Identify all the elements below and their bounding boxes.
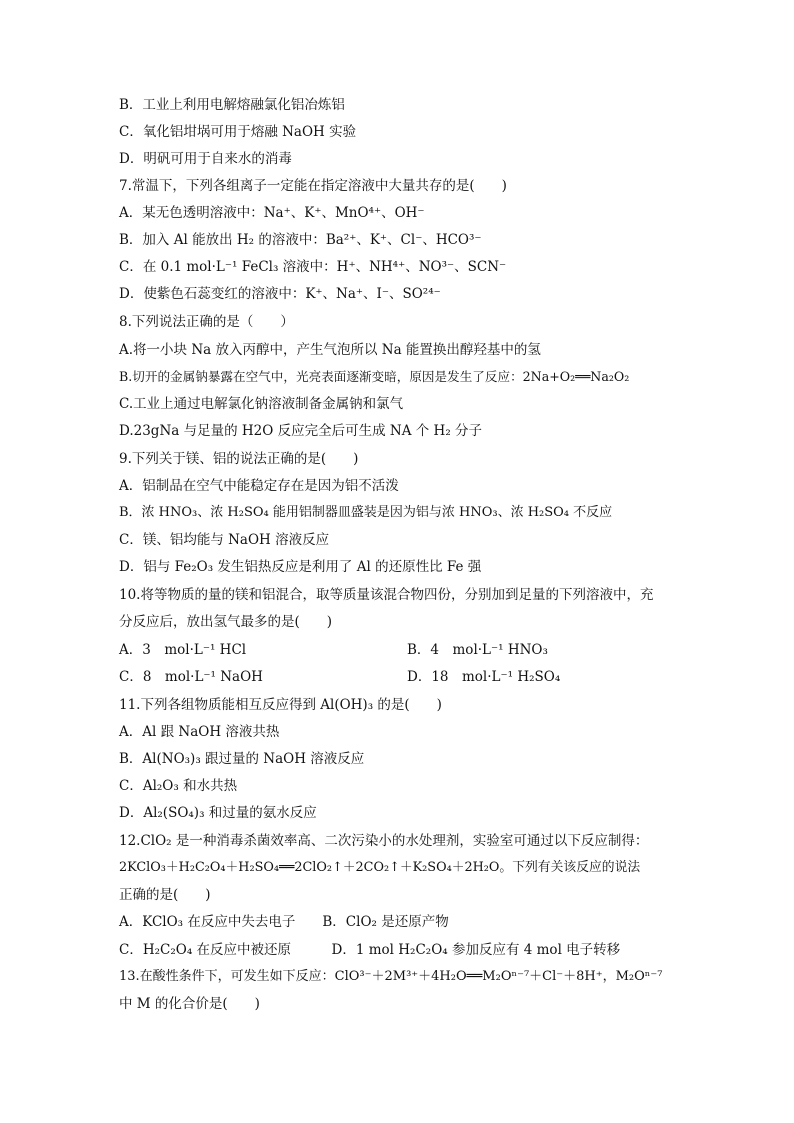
q9-stem: 9.下列关于镁、铝的说法正确的是( ) — [119, 451, 359, 467]
q10-stem-line2: 分反应后，放出氢气最多的是( ) — [119, 614, 333, 630]
q7-option-a: A．某无色透明溶液中：Na⁺、K⁺、MnO⁴⁺、OH⁻ — [119, 205, 425, 221]
q12-options-row2: C．H₂C₂O₄ 在反应中被还原 D．1 mol H₂C₂O₄ 参加反应有 4 mol 电子转移 — [119, 942, 621, 958]
q10-stem-line1: 10.将等物质的量的镁和铝混合，取等质量该混合物四份，分别加到足量的下列溶液中，充 — [119, 587, 654, 603]
q10-options-row1 — [119, 641, 694, 659]
q6-option-d: D．明矾可用于自来水的消毒 — [119, 151, 292, 167]
q12-stem-line2: 2KClO₃＋H₂C₂O₄＋H₂SO₄══2ClO₂↑＋2CO₂↑＋K₂SO₄＋2H₂O。下列有关该反应的说法 — [119, 860, 641, 875]
q9-option-b: B．浓 HNO₃、浓 H₂SO₄ 能用铝制器皿盛装是因为铝与浓 HNO₃、浓 H₂SO₄ 不反应 — [119, 505, 613, 520]
q10-option-b: B．4 mol·L⁻¹ HNO₃ — [407, 642, 548, 658]
q11-option-d: D．Al₂(SO₄)₃ 和过量的氨水反应 — [119, 805, 317, 821]
q8-option-b: B.切开的金属钠暴露在空气中，光亮表面逐渐变暗，原因是发生了反应：2Na+O₂══Na₂O₂ — [119, 369, 630, 384]
q8-stem: 8.下列说法正确的是（ ） — [119, 314, 294, 330]
q13-stem-line2: 中 M 的化合价是( ) — [119, 996, 260, 1012]
q10-options-row2 — [119, 668, 694, 686]
q13-stem-line1: 13.在酸性条件下，可发生如下反应：ClO³⁻＋2M³⁺＋4H₂O══M₂Oⁿ⁻⁷＋Cl⁻＋8H⁺，M₂Oⁿ⁻⁷ — [119, 969, 663, 984]
q11-option-c: C．Al₂O₃ 和水共热 — [119, 778, 238, 794]
q11-stem: 11.下列各组物质能相互反应得到 Al(OH)₃ 的是( ) — [119, 697, 442, 713]
q11-option-a: A．Al 跟 NaOH 溶液共热 — [119, 724, 280, 740]
q12-options-row1: A．KClO₃ 在反应中失去电子 B．ClO₂ 是还原产物 — [119, 914, 449, 930]
q11-option-b: B．Al(NO₃)₃ 跟过量的 NaOH 溶液反应 — [119, 751, 365, 767]
q10-option-a: A．3 mol·L⁻¹ HCl — [119, 642, 247, 658]
q6-option-b: B．工业上利用电解熔融氯化铝冶炼铝 — [119, 97, 345, 113]
q7-option-b: B．加入 Al 能放出 H₂ 的溶液中：Ba²⁺、K⁺、Cl⁻、HCO³⁻ — [119, 232, 482, 248]
q6-option-c: C．氧化铝坩埚可用于熔融 NaOH 实验 — [119, 124, 357, 140]
q12-stem-line1: 12.ClO₂ 是一种消毒杀菌效率高、二次污染小的水处理剂，实验室可通过以下反应制得： — [119, 833, 649, 849]
q7-option-c: C．在 0.1 mol·L⁻¹ FeCl₃ 溶液中：H⁺、NH⁴⁺、NO³⁻、SCN⁻ — [119, 259, 507, 275]
q9-option-d: D．铝与 Fe₂O₃ 发生铝热反应是利用了 Al 的还原性比 Fe 强 — [119, 559, 482, 575]
q8-option-c: C.工业上通过电解氯化钠溶液制备金属钠和氯气 — [119, 396, 404, 412]
q10-option-d: D．18 mol·L⁻¹ H₂SO₄ — [407, 669, 561, 685]
q9-option-c: C．镁、铝均能与 NaOH 溶液反应 — [119, 532, 330, 548]
q8-option-d: D.23gNa 与足量的 H2O 反应完全后可生成 NA 个 H₂ 分子 — [119, 423, 483, 439]
q9-option-a: A．铝制品在空气中能稳定存在是因为铝不活泼 — [119, 478, 399, 494]
q12-stem-line3: 正确的是( ) — [119, 887, 211, 903]
q10-option-c: C．8 mol·L⁻¹ NaOH — [119, 669, 263, 685]
q8-option-a: A.将一小块 Na 放入丙醇中，产生气泡所以 Na 能置换出醇羟基中的氢 — [119, 342, 541, 358]
q7-stem: 7.常温下，下列各组离子一定能在指定溶液中大量共存的是( ) — [119, 178, 507, 194]
q7-option-d: D．使紫色石蕊变红的溶液中：K⁺、Na⁺、I⁻、SO²⁴⁻ — [119, 286, 441, 302]
